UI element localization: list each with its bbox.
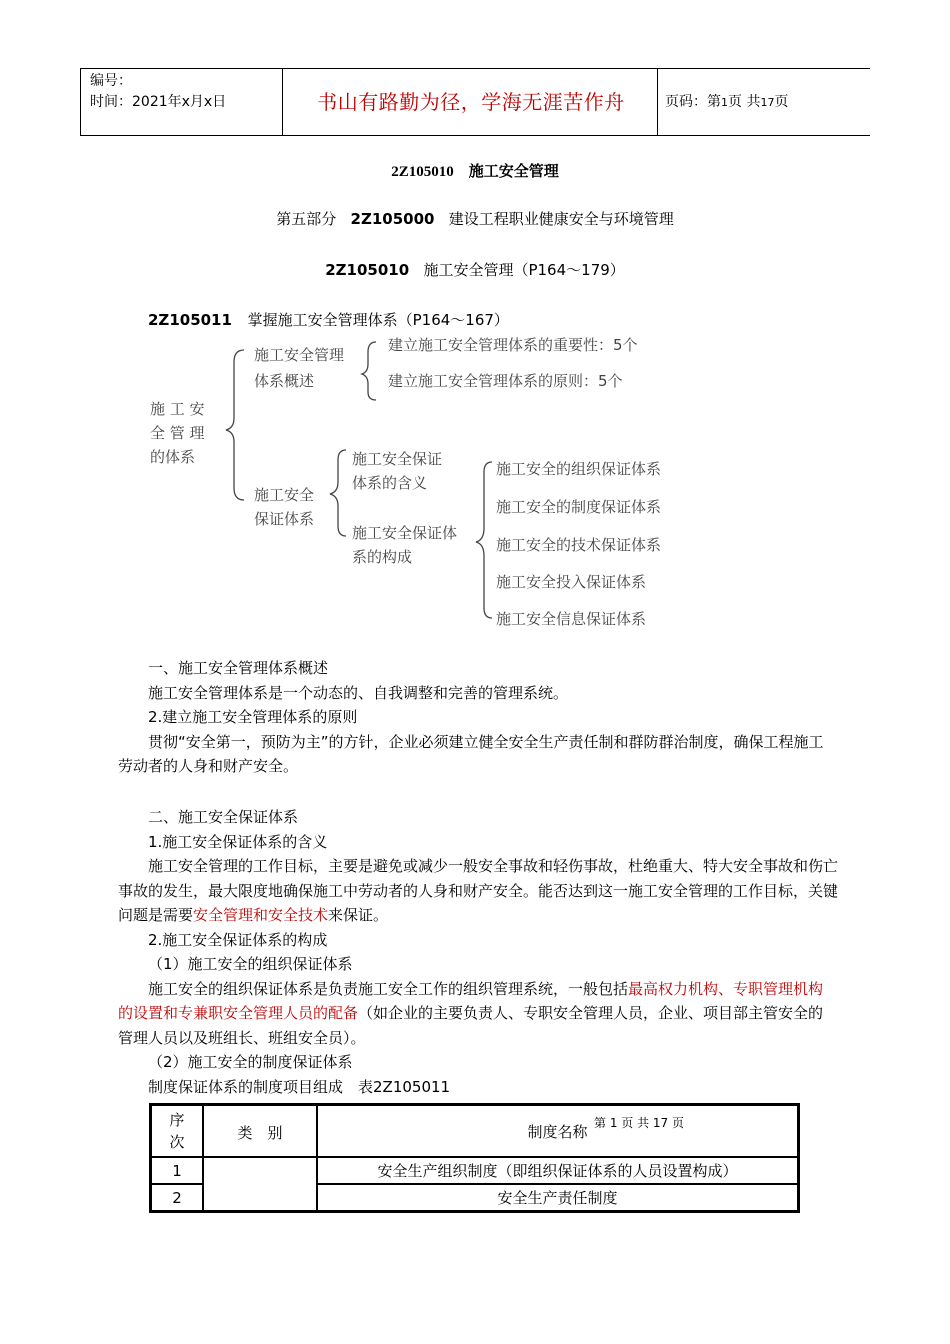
branch2-line-2: 保证体系 bbox=[254, 510, 315, 528]
branch2-sub1-line-1: 施工安全保证 bbox=[352, 450, 443, 468]
page-overlay: 第 1 页 共 17 页 bbox=[594, 1116, 684, 1130]
s1-h2: 2.建立施工安全管理体系的原则 bbox=[148, 708, 358, 726]
page-prefix: 页码：第 bbox=[665, 94, 721, 110]
s2-h3: （1）施工安全的组织保证体系 bbox=[148, 955, 353, 973]
part-title bbox=[0, 208, 950, 229]
section-text: 施工安全管理（P164～179） bbox=[423, 261, 625, 279]
root-brace bbox=[226, 350, 244, 500]
section-code: 2Z105010 bbox=[325, 261, 410, 279]
row-1-no: 1 bbox=[151, 1157, 203, 1184]
header-no-1: 序 bbox=[169, 1111, 185, 1129]
row-type-cell bbox=[203, 1157, 317, 1211]
branch2-item-3: 施工安全的技术保证体系 bbox=[496, 536, 662, 554]
s2-p2-end: （如企业的主要负责人、专职安全管理人员，企业、项目部主管安全的管理人员以及班组长、班组安全员）。 bbox=[118, 1004, 824, 1047]
row-2-no: 2 bbox=[151, 1184, 203, 1211]
s1-p1: 施工安全管理体系是一个动态的、自我调整和完善的管理系统。 bbox=[148, 683, 569, 702]
s2-p2 bbox=[118, 977, 838, 1051]
code-title: 2Z105010 施工安全管理 bbox=[391, 164, 559, 180]
branch1-item-2: 建立施工安全管理体系的原则：5个 bbox=[388, 372, 623, 390]
root-line-3: 的体系 bbox=[150, 448, 196, 466]
header-box bbox=[80, 68, 870, 136]
s2-h2: 2.施工安全保证体系的构成 bbox=[148, 930, 328, 949]
s2-p1-end: 来保证。 bbox=[328, 906, 389, 924]
header-left-border bbox=[80, 69, 81, 135]
header-name: 制度名称 bbox=[317, 1105, 798, 1157]
part-code: 2Z105000 bbox=[350, 210, 435, 228]
row-1-name: 安全生产组织制度（即组织保证体系的人员设置构成） bbox=[317, 1157, 798, 1184]
s2-h1: 1.施工安全保证体系的含义 bbox=[148, 832, 328, 851]
page-current: 1 bbox=[721, 96, 728, 109]
s1-title: 一、施工安全管理体系概述 bbox=[148, 659, 329, 677]
branch2-brace bbox=[330, 450, 346, 536]
s2-p1 bbox=[118, 854, 838, 928]
part-text: 建设工程职业健康安全与环境管理 bbox=[448, 210, 674, 228]
branch2-sub1-line-2: 体系的含义 bbox=[352, 474, 428, 492]
branch2-item-2: 施工安全的制度保证体系 bbox=[496, 498, 662, 516]
s2-p2-highlight: 最高权力机构、专职管理机构的设置和专兼职安全管理人员的配备 bbox=[118, 979, 824, 1022]
table-caption: 制度保证体系的制度项目组成 表2Z105011 bbox=[148, 1077, 451, 1096]
s2-title: 二、施工安全保证体系 bbox=[148, 808, 299, 826]
table-header-row bbox=[151, 1105, 798, 1157]
branch2-item-5: 施工安全信息保证体系 bbox=[496, 610, 647, 628]
subsection-code: 2Z105011 bbox=[148, 311, 232, 329]
s2-p2-text: 施工安全的组织保证体系是负责施工安全工作的组织管理系统，一般包括 bbox=[148, 979, 629, 998]
header-meta bbox=[90, 71, 226, 113]
subsection-text: 掌握施工安全管理体系（P164～167） bbox=[247, 311, 509, 329]
body-section-2 bbox=[118, 805, 838, 1099]
table-row bbox=[151, 1157, 798, 1184]
row-2-name: 安全生产责任制度 bbox=[317, 1184, 798, 1211]
mindmap-diagram bbox=[140, 330, 700, 635]
system-table bbox=[149, 1103, 800, 1213]
sub2-brace bbox=[476, 462, 492, 618]
branch1-line-1: 施工安全管理 bbox=[254, 346, 345, 364]
branch1-brace bbox=[362, 342, 376, 400]
root-line-1: 施 工 安 bbox=[150, 400, 205, 418]
branch2-sub2-line-1: 施工安全保证体 bbox=[352, 524, 458, 542]
branch2-item-1: 施工安全的组织保证体系 bbox=[496, 460, 662, 478]
time-label: 时间：2021年x月x日 bbox=[90, 94, 227, 110]
header-type: 类 别 bbox=[203, 1105, 317, 1157]
branch2-line-1: 施工安全 bbox=[254, 486, 315, 504]
branch1-item-1: 建立施工安全管理体系的重要性：5个 bbox=[388, 336, 638, 354]
branch2-item-4: 施工安全投入保证体系 bbox=[496, 573, 647, 591]
branch1-line-2: 体系概述 bbox=[254, 372, 315, 390]
s1-p2: 贯彻“安全第一，预防为主”的方针，企业必须建立健全安全生产责任制和群防群治制度，确保工程施工劳动者的人身和财产安全。 bbox=[118, 732, 824, 775]
page-total: 17 bbox=[760, 96, 775, 109]
motto: 书山有路勤为径，学海无涯苦作舟 bbox=[317, 90, 625, 114]
page-mid: 页 共 bbox=[728, 94, 761, 110]
s2-h4: （2）施工安全的制度保证体系 bbox=[148, 1053, 353, 1071]
s2-p1-text: 施工安全管理的工作目标，主要是避免或减少一般安全事故和轻伤事故，杜绝重大、特大安全事故和伤亡事故的发生，最大限度地确保施工中劳动者的人身和财产安全。能否达到这一施工安全管理的工作目标，关键问题是需要 bbox=[118, 857, 839, 924]
header-no-2: 次 bbox=[169, 1133, 185, 1151]
number-label: 编号： bbox=[90, 73, 132, 89]
page-indicator bbox=[665, 69, 788, 135]
root-line-2: 全 管 理 bbox=[150, 424, 205, 442]
branch2-sub2-line-2: 系的构成 bbox=[352, 548, 413, 566]
section-title bbox=[0, 259, 950, 280]
header-no bbox=[151, 1105, 203, 1157]
page-suffix: 页 bbox=[774, 94, 789, 110]
body-section-1 bbox=[118, 656, 838, 779]
part-prefix: 第五部分 bbox=[276, 210, 337, 228]
s2-p1-highlight: 安全管理和安全技术 bbox=[193, 906, 329, 924]
subsection-title bbox=[148, 309, 509, 330]
